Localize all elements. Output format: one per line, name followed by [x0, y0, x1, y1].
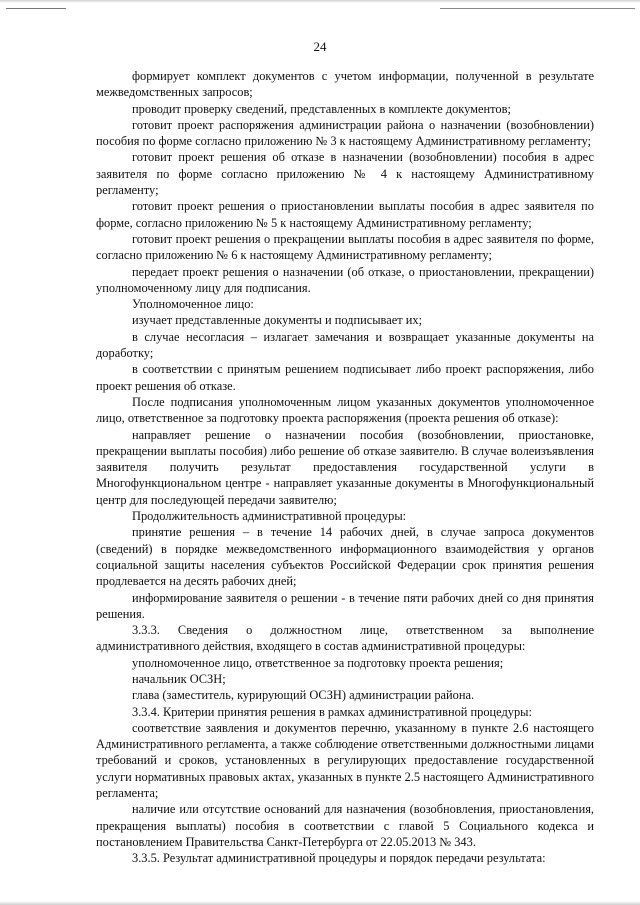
- paragraph: 3.3.3. Сведения о должностном лице, ответственном за выполнение административного действия, входящего в состав административной процедуры:: [96, 623, 594, 654]
- paragraph: формирует комплект документов с учетом информации, полученной в результате межведомственных запросов;: [96, 69, 594, 100]
- scan-line-right: [440, 8, 635, 9]
- paragraph: готовит проект распоряжения администрации района о назначении (возобновлении) пособия по форме согласно приложению № 3 к настоящему Административному регламенту;: [96, 117, 594, 149]
- paragraph: наличие или отсутствие оснований для назначения (возобновления, приостановления, прекращения выплаты) пособия в соответствии с главой 5 Социального кодекса и постановлением Правительства Санкт-Петербурга от 22.05.2013 № 343.: [96, 802, 594, 849]
- page-number: 24: [313, 39, 327, 54]
- paragraph: начальник ОСЗН;: [132, 671, 226, 686]
- scan-edge-top: [0, 0, 640, 3]
- paragraph: проводит проверку сведений, представленных в комплекте документов;: [132, 101, 511, 116]
- scan-edge-bottom: [0, 901, 640, 905]
- scan-line-left: [6, 8, 66, 9]
- paragraph: Продолжительность административной процедуры:: [132, 509, 407, 524]
- paragraph: соответствие заявления и документов перечню, указанному в пункте 2.6 настоящего Административного регламента, а также соблюдение ответственными должностными лицами требований и сроков, установленных в регулирующих предоставление государственной услуги нормативных правовых актах, указанных в пункте 2.5 настоящего Административного регламента;: [96, 720, 594, 801]
- paragraph: в соответствии с принятым решением подписывает либо проект распоряжения, либо проект решения об отказе.: [96, 362, 594, 393]
- paragraph: 3.3.4. Критерии принятия решения в рамках административной процедуры:: [132, 704, 532, 719]
- paragraph: 3.3.5. Результат административной процедуры и порядок передачи результата:: [132, 851, 546, 866]
- paragraph: направляет решение о назначении пособия (возобновлении, приостановке, прекращении выплаты пособия) либо решение об отказе заявителю. В случае волеизъявления заявителя получить результат предоставления государственной услуги в Многофункциональном центре - направляет указанные документы в Многофункциональный центр для последующей передачи заявителю;: [96, 427, 594, 507]
- paragraph: глава (заместитель, курирующий ОСЗН) администрации района.: [132, 688, 475, 703]
- paragraph: передает проект решения о назначении (об отказе, о приостановлении, прекращении) уполномоченному лицу для подписания.: [96, 264, 594, 295]
- paragraph: готовит проект решения о приостановлении выплаты пособия в адрес заявителя по форме, согласно приложению № 5 к настоящему Административному регламенту;: [96, 199, 594, 230]
- paragraph: уполномоченное лицо, ответственное за подготовку проекта решения;: [132, 655, 504, 670]
- paragraph: информирование заявителя о решении - в течение пяти рабочих дней со дня принятия решения.: [96, 590, 594, 621]
- document-body: [96, 68, 594, 867]
- paragraph: принятие решения – в течение 14 рабочих дней, в случае запроса документов (сведений) в порядке межведомственного информационного взаимодействия у органов социальной защиты населения субъектов Российской Федерации срок принятия решения продлевается на десять рабочих дней;: [96, 525, 594, 589]
- paragraph: Уполномоченное лицо:: [132, 297, 254, 312]
- paragraph: в случае несогласия – излагает замечания и возвращает указанные документы на доработку;: [96, 329, 594, 361]
- paragraph: готовит проект решения об отказе в назначении (возобновлении) пособия в адрес заявителя по форме согласно приложению № 4 к настоящему Административному регламенту;: [96, 150, 594, 198]
- paragraph: изучает представленные документы и подписывает их;: [132, 313, 423, 328]
- paragraph: После подписания уполномоченным лицом указанных документов уполномоченное лицо, ответственное за подготовку проекта распоряжения (проекта решения об отказе):: [96, 394, 594, 426]
- paragraph: готовит проект решения о прекращении выплаты пособия в адрес заявителя по форме, согласно приложению № 6 к настоящему Административному регламенту;: [96, 231, 594, 263]
